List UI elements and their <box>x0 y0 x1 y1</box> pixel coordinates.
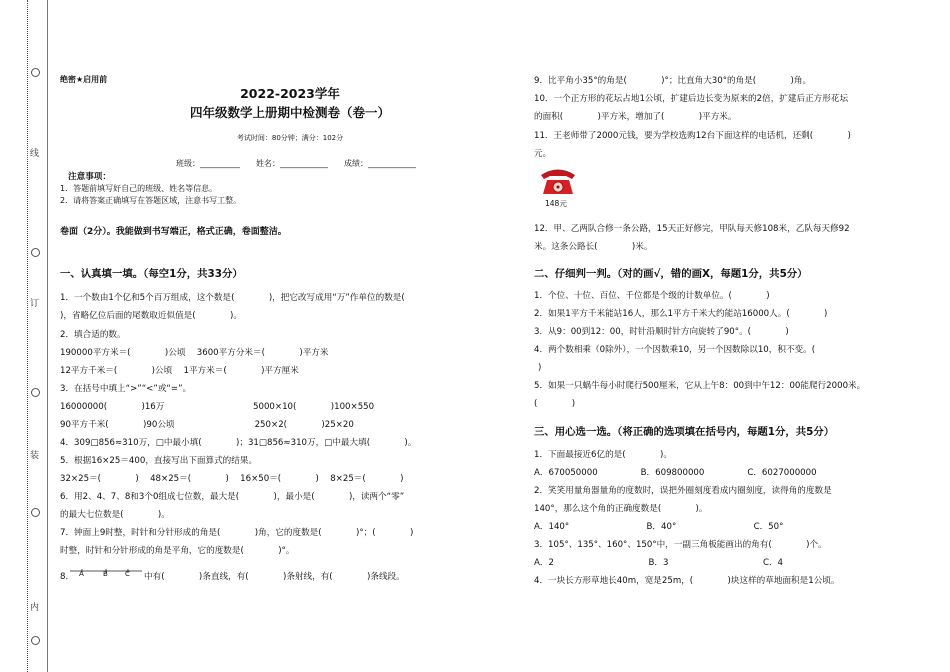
question-line: 11．王老师带了2000元钱，要为学校选购12台下面这样的电话机，还剩( ) <box>534 131 851 141</box>
question-line: 3．105°、135°、160°、150°中，一副三角板能画出的角有( )个。 <box>534 540 827 550</box>
question-line: 元。 <box>534 149 552 159</box>
question-line: 3．在括号中填上“>”“<”或“=”。 <box>60 384 192 394</box>
question-line: 4．一块长方形草地长40m，宽是25m，( )块这样的草地面积是1公顷。 <box>534 576 840 586</box>
question-line: 1．下面最接近6亿的是( )。 <box>534 450 672 460</box>
question-number: 8． <box>60 572 75 582</box>
question-line: 的最大七位数是( )。 <box>60 510 170 520</box>
question-line: 1．一个数由1个亿和5个百万组成，这个数是( )，把它改写成用“万”作单位的数是( <box>60 293 405 303</box>
note-item: 2．请将答案正确填写在答题区域，注意书写工整。 <box>60 196 242 205</box>
question-line: 16000000( )16万 5000×10( )100×550 <box>60 402 375 412</box>
binding-char-inner: 内 <box>30 600 39 613</box>
question-line: 190000平方米＝( )公顷 3600平方分米＝( )平方米 <box>60 348 329 358</box>
phone-price: 148元 <box>545 199 567 208</box>
option-line: A．2 B．3 C．4 <box>534 558 784 568</box>
question-line: ( ) <box>534 399 576 409</box>
telephone-icon <box>538 166 578 196</box>
exam-info: 考试时间：80分钟；满分：102分 <box>236 134 344 142</box>
binding-hole-icon <box>31 636 40 645</box>
question-line: 4．两个数相乘（0除外），一个因数乘10，另一个因数除以10，积不变。( <box>534 345 816 355</box>
question-line: 米。这条公路长( )米。 <box>534 242 653 252</box>
question-line: 中有( )条直线，有( )条射线，有( )条线段。 <box>144 572 405 582</box>
question-line: 5．根据16×25＝400，直接写出下面算式的结果。 <box>60 456 258 466</box>
binding-hole-icon <box>31 248 40 257</box>
question-line: 12平方千米＝( )公顷 1平方米＝( )平方厘米 <box>60 366 299 376</box>
question-line: 4．309□856≈310万，□中最小填( )；31□856≈310万，□中最大填( )。 <box>60 438 417 448</box>
question-line: 时整，时针和分针形成的角是平角，它的度数是( )°。 <box>60 546 295 556</box>
student-fields: 班级：__________ 姓名：____________ 成绩：____________ <box>176 159 416 168</box>
question-line: 2．笑笑用量角器量角的度数时，误把外圈刻度看成内圈刻度，读得角的度数是 <box>534 486 832 496</box>
question-line: 10．一个正方形的花坛占地1公顷，扩建后边长变为原来的2倍，扩建后正方形花坛 <box>534 94 849 104</box>
binding-margin <box>0 0 48 672</box>
option-line: A．670050000 B．609800000 C．6027000000 <box>534 468 817 478</box>
section-3-title: 三、用心选一选。（将正确的选项填在括号内，每题1分，共5分） <box>534 426 835 438</box>
question-line: 的面积( )平方米，增加了( )平方米。 <box>534 112 737 122</box>
binding-border-line <box>47 0 48 672</box>
binding-char-mount: 装 <box>30 448 39 461</box>
option-line: A．140° B．40° C．50° <box>534 522 784 532</box>
binding-char-bind: 订 <box>30 296 39 309</box>
binding-hole-icon <box>31 68 40 77</box>
binding-char-line: 线 <box>30 146 39 159</box>
question-line: 2．填合适的数。 <box>60 330 126 340</box>
point-b-label: B <box>103 570 108 578</box>
binding-hole-icon <box>31 388 40 397</box>
question-line: 1．个位、十位、百位、千位都是个级的计数单位。( ) <box>534 291 770 301</box>
section-1-title: 一、认真填一填。（每空1分，共33分） <box>60 268 243 280</box>
exam-year: 2022-2023学年 <box>240 86 340 101</box>
question-line: 12．甲、乙两队合修一条公路，15天正好修完，甲队每天修108米，乙队每天修92 <box>534 224 850 234</box>
question-line: ) <box>538 363 542 373</box>
question-line: 3．从9：00到12：00，时针沿顺时针方向旋转了90°。( ) <box>534 327 789 337</box>
question-line: 7．钟面上9时整，时针和分针形成的角是( )角，它的度数是( )°；( ) <box>60 528 414 538</box>
note-item: 1．答题前填写好自己的班级、姓名等信息。 <box>60 184 218 193</box>
question-line: 32×25＝( ) 48×25＝( ) 16×50＝( ) 8×25＝( ) <box>60 474 404 484</box>
binding-dotted-line <box>27 0 28 672</box>
question-line: 6．用2、4、7、8和3个0组成七位数，最大是( )，最小是( )，读两个“零” <box>60 492 405 502</box>
secret-label: 绝密★启用前 <box>60 75 108 84</box>
binding-hole-icon <box>31 508 40 517</box>
notes-title: 注意事项： <box>68 172 111 182</box>
neatness-score: 卷面（2分）。我能做到书写端正，格式正确，卷面整洁。 <box>60 227 287 237</box>
section-2-title: 二、仔细判一判。（对的画√，错的画X，每题1分，共5分） <box>534 268 808 280</box>
question-line: 2．如果1平方千米能站16人，那么1平方千米大约能站16000人。( ) <box>534 309 828 319</box>
exam-title: 四年级数学上册期中检测卷（卷一） <box>189 105 390 120</box>
question-line: 9．比平角小35°的角是( )°；比直角大30°的角是( )角。 <box>534 76 812 86</box>
point-a-label: A <box>79 570 84 578</box>
question-line: 5．如果一只蜗牛每小时爬行500厘米，它从上午8：00到中午12：00能爬行2000米。 <box>534 381 866 391</box>
question-line: 90平方千米( )90公顷 250×2( )25×20 <box>60 420 354 430</box>
point-c-label: C <box>125 570 130 578</box>
question-line: )，省略亿位后面的尾数取近似值是( )。 <box>60 311 242 321</box>
question-line: 140°，那么这个角的正确度数是( )。 <box>534 504 708 514</box>
